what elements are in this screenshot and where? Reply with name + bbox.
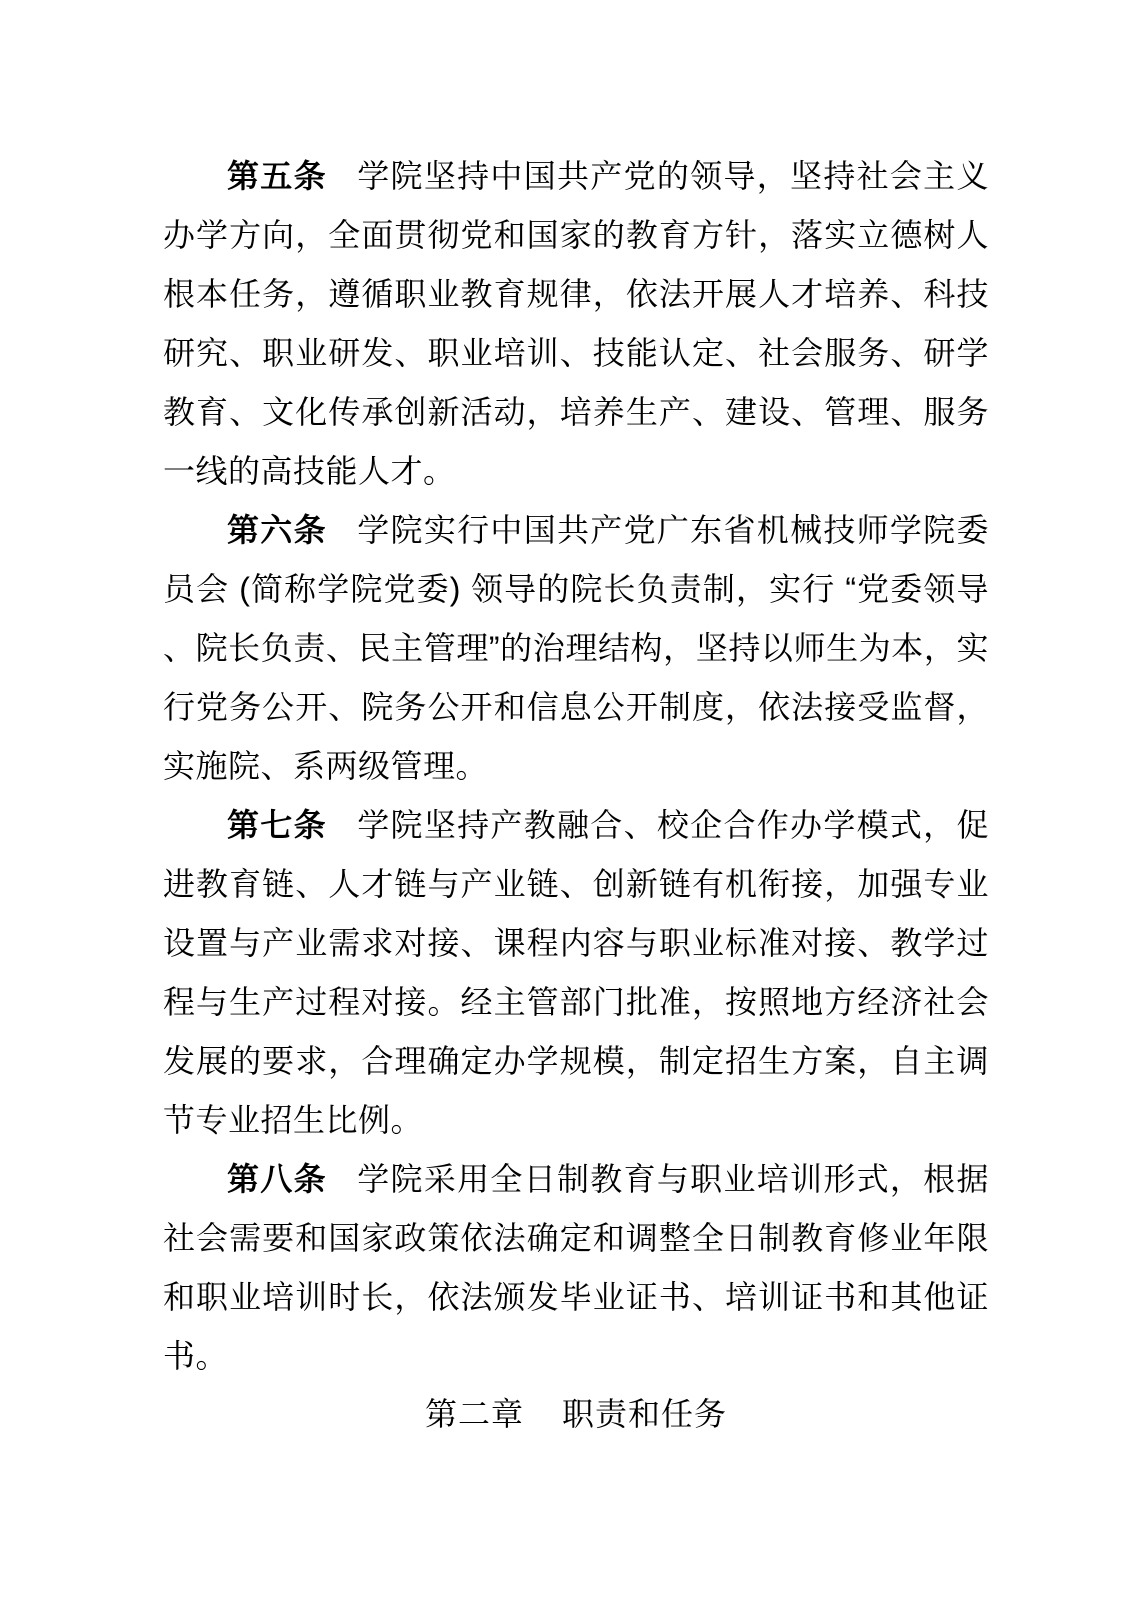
chapter-number: 第二章: [424, 1396, 524, 1432]
article-6-paragraph: [163, 501, 989, 796]
article-7-text: 学院坚持产教融合、校企合作办学模式，促进教育链、人才链与产业链、创新链有机衔接，加强专业设置与产业需求对接、课程内容与职业标准对接、教学过程与生产过程对接。经主管部门批准，按照地方经济社会发展的要求，合理确定办学规模，制定招生方案，自主调节专业招生比例。: [163, 807, 989, 1138]
chapter-title: 职责和任务: [562, 1396, 728, 1432]
article-8-text: 学院采用全日制教育与职业培训形式，根据社会需要和国家政策依法确定和调整全日制教育修业年限和职业培训时长，依法颁发毕业证书、培训证书和其他证书。: [163, 1161, 989, 1374]
article-6-number: 第六条: [227, 512, 327, 548]
chapter-heading: [163, 1385, 989, 1444]
article-8-paragraph: [163, 1150, 989, 1386]
article-5-number: 第五条: [227, 158, 327, 194]
article-5-paragraph: [163, 147, 989, 501]
article-5-text: 学院坚持中国共产党的领导，坚持社会主义办学方向，全面贯彻党和国家的教育方针，落实立德树人根本任务，遵循职业教育规律，依法开展人才培养、科技研究、职业研发、职业培训、技能认定、社会服务、研学教育、文化传承创新活动，培养生产、建设、管理、服务一线的高技能人才。: [163, 158, 989, 489]
article-7-number: 第七条: [227, 807, 327, 843]
article-7-paragraph: [163, 796, 989, 1150]
document-body: [163, 147, 989, 1386]
article-8-number: 第八条: [227, 1161, 327, 1197]
article-6-text: 学院实行中国共产党广东省机械技师学院委员会 (简称学院党委) 领导的院长负责制，实行 “党委领导、院长负责、民主管理”的治理结构，坚持以师生为本，实行党务公开、院务公开和信息公开制度，依法接受监督，实施院、系两级管理。: [163, 512, 989, 784]
